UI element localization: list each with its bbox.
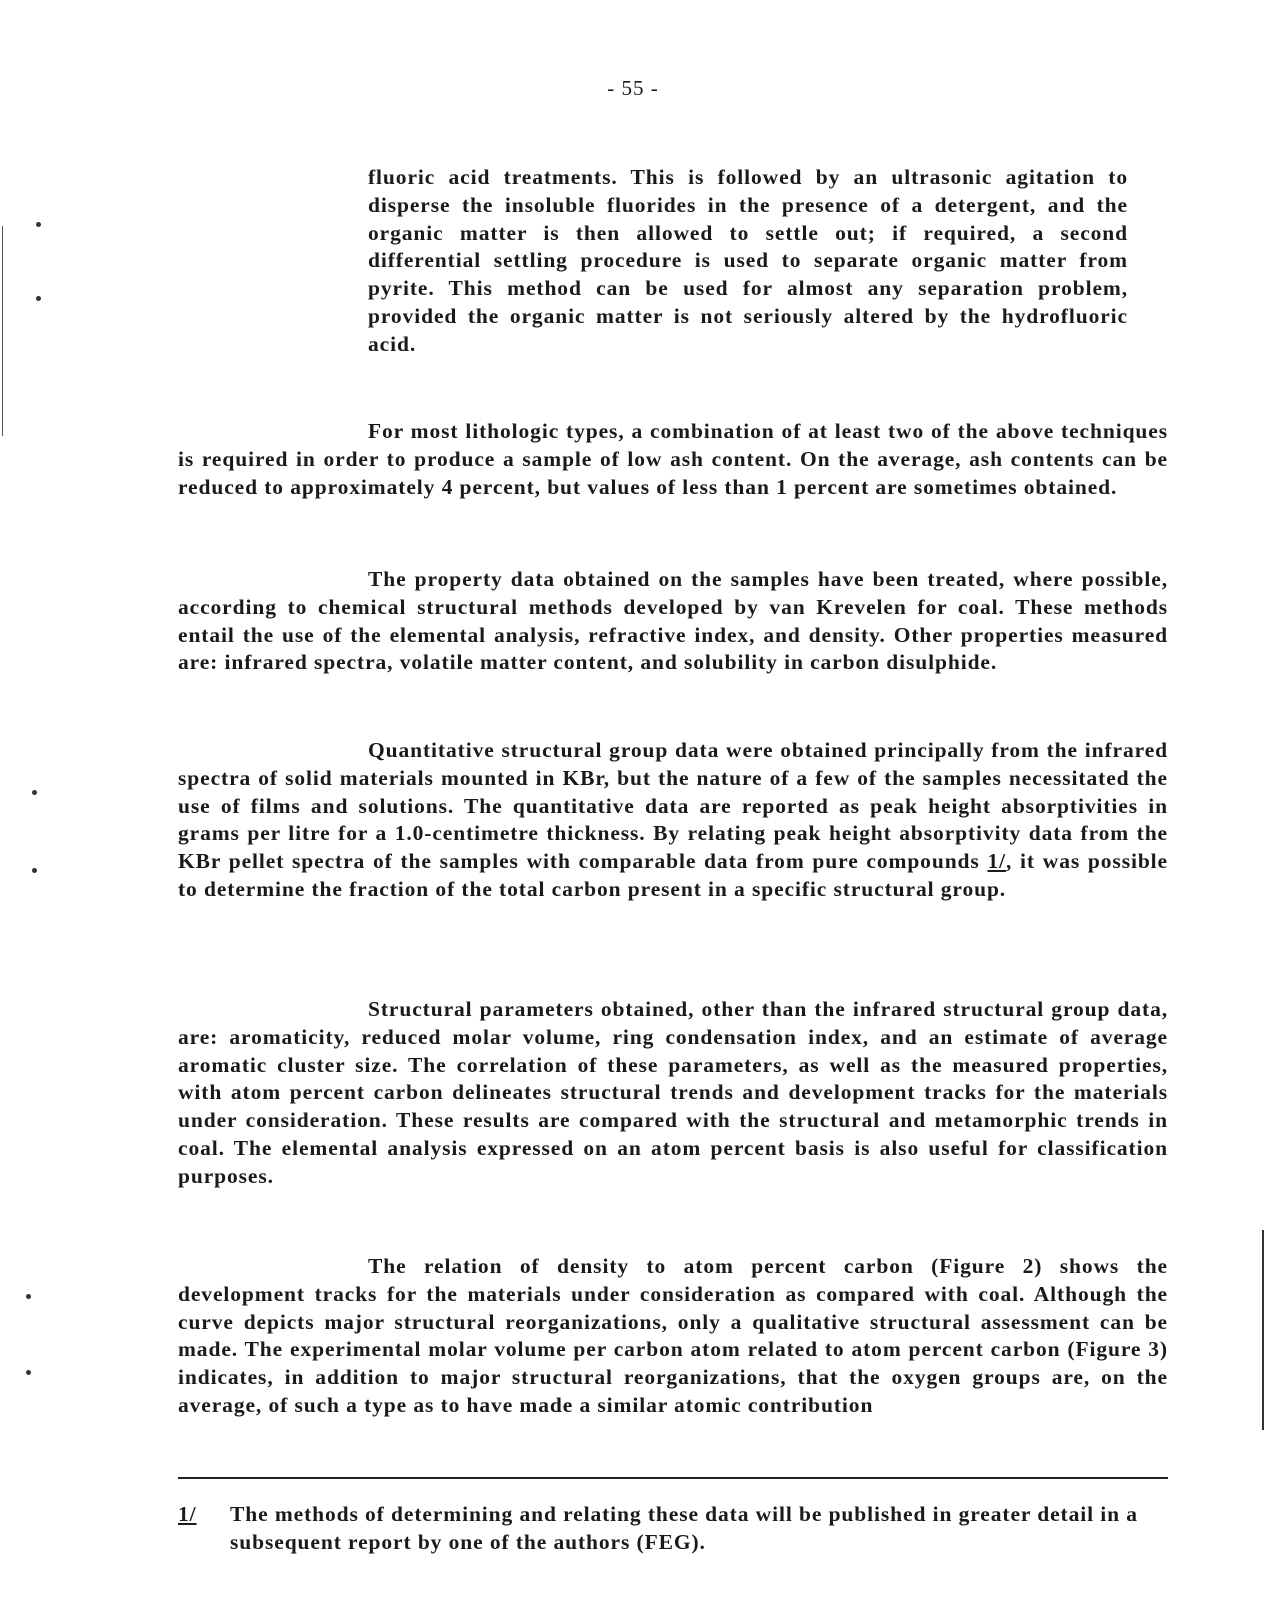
scan-speck — [32, 790, 37, 795]
scan-speck — [36, 222, 41, 227]
footnote-divider — [178, 1477, 1168, 1479]
scan-speck — [26, 1294, 31, 1299]
left-margin-line — [2, 226, 3, 436]
paragraph-lithologic-types: For most lithologic types, a combination of at least two of the above techniques is required in order to produce a sample of low ash content. On the average, ash contents can be reduced to approximately 4 percent, but values of less than 1 percent are sometimes obtained. — [178, 419, 1168, 499]
footnote-mark: 1/ — [178, 1502, 197, 1526]
scan-speck — [26, 1370, 31, 1375]
footnote-reference: 1/ — [987, 849, 1006, 874]
paragraph-structural-parameters: Structural parameters obtained, other than the infrared structural group data, are: aromaticity, reduced molar volume, ring condensation index, and an estimate of average aromatic cluster size. The correlation of these parameters, as well as the measured properties, with atom percent carbon delineates structural trends and development tracks for the materials under consideration. These results are compared with the structural and metamorphic trends in coal. The elemental analysis expressed on an atom percent basis is also useful for classification purposes. — [178, 997, 1168, 1188]
footnote-text: The methods of determining and relating these data will be published in greater detail in a subsequent report by one of the authors (FEG). — [230, 1502, 1138, 1554]
footnote — [178, 1500, 1168, 1556]
paragraph-text: , it was possible to determine the fraction of the total carbon present in a specific structural group. — [178, 849, 1169, 901]
scan-speck — [32, 868, 37, 873]
right-margin-line — [1262, 1230, 1264, 1430]
paragraph-density-relation: The relation of density to atom percent carbon (Figure 2) shows the development tracks for the materials under consideration as compared with coal. Although the curve depicts major structural reorganizations, only a qualitative structural assessment can be made. The experimental molar volume per carbon atom related to atom percent carbon (Figure 3) indicates, in addition to major structural reorganizations, that the oxygen groups are, on the average, of such a type as to have made a similar atomic contribution — [178, 1254, 1168, 1417]
paragraph-property-data: The property data obtained on the samples have been treated, where possible, according to chemical structural methods developed by van Krevelen for coal. These methods entail the use of the elemental analysis, refractive index, and density. Other properties measured are: infrared spectra, volatile matter content, and solubility in carbon disulphide. — [178, 567, 1168, 675]
paragraph-continuation: fluoric acid treatments. This is followed by an ultrasonic agitation to disperse the insoluble fluorides in the presence of a detergent, and the organic matter is then allowed to settle out; if required, a second differential settling procedure is used to separate organic matter from pyrite. This method can be used for almost any separation problem, provided the organic matter is not seriously altered by the hydrofluoric acid. — [368, 165, 1128, 356]
scan-speck — [36, 296, 41, 301]
paragraph-text: Quantitative structural group data were obtained principally from the infrared spectra of solid materials mounted in KBr, but the nature of a few of the samples necessitated the use of films and solutions. The quantitative data are reported as peak height absorptivities in grams per litre for a 1.0-centimetre thickness. By relating peak height absorptivity data from the KBr pellet spectra of the samples with comparable data from pure compounds — [178, 738, 1168, 874]
paragraph-structural-group-data — [178, 737, 1168, 904]
page-number: - 55 - — [607, 76, 659, 100]
